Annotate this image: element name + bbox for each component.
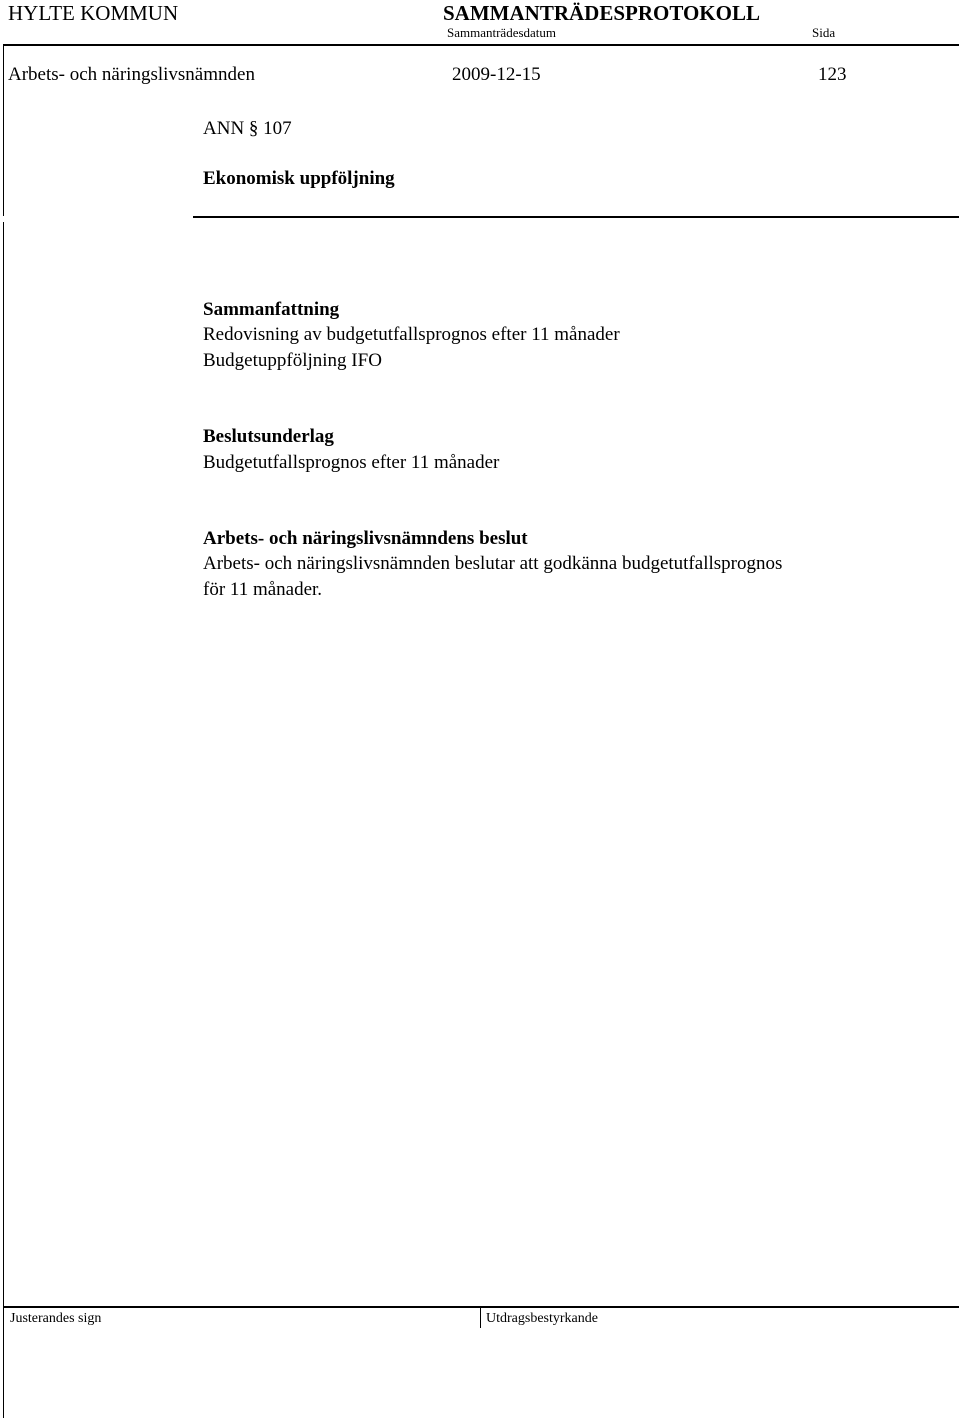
- footer-column-divider: [480, 1306, 481, 1328]
- basis-line: Budgetutfallsprognos efter 11 månader: [203, 452, 500, 473]
- item-reference: ANN § 107: [203, 118, 292, 139]
- document-type: SAMMANTRÄDESPROTOKOLL: [443, 1, 760, 25]
- page-number: 123: [818, 64, 847, 85]
- basis-heading: Beslutsunderlag: [203, 426, 334, 447]
- left-margin-line: [3, 44, 4, 216]
- decision-heading: Arbets- och näringslivsnämndens beslut: [203, 528, 528, 549]
- adjuster-signature-label: Justerandes sign: [10, 1311, 102, 1326]
- meeting-date-caption: Sammanträdesdatum: [447, 25, 557, 40]
- page-caption: Sida: [812, 25, 836, 40]
- footer-divider: [4, 1306, 959, 1308]
- title-divider: [193, 216, 959, 218]
- meeting-date: 2009-12-15: [452, 64, 541, 85]
- extract-certification-label: Utdragsbestyrkande: [486, 1311, 598, 1326]
- summary-line: Redovisning av budgetutfallsprognos efter 11 månader: [203, 324, 620, 345]
- summary-heading: Sammanfattning: [203, 299, 340, 320]
- summary-line: Budgetuppföljning IFO: [203, 350, 382, 371]
- committee-name: Arbets- och näringslivsnämnden: [8, 64, 255, 85]
- decision-line: Arbets- och näringslivsnämnden beslutar att godkänna budgetutfallsprognos: [203, 553, 783, 574]
- municipality-name: HYLTE KOMMUN: [8, 1, 179, 25]
- item-title: Ekonomisk uppföljning: [203, 168, 395, 189]
- left-margin-line: [3, 222, 4, 1418]
- header-divider: [4, 44, 959, 46]
- decision-line: för 11 månader.: [203, 579, 323, 600]
